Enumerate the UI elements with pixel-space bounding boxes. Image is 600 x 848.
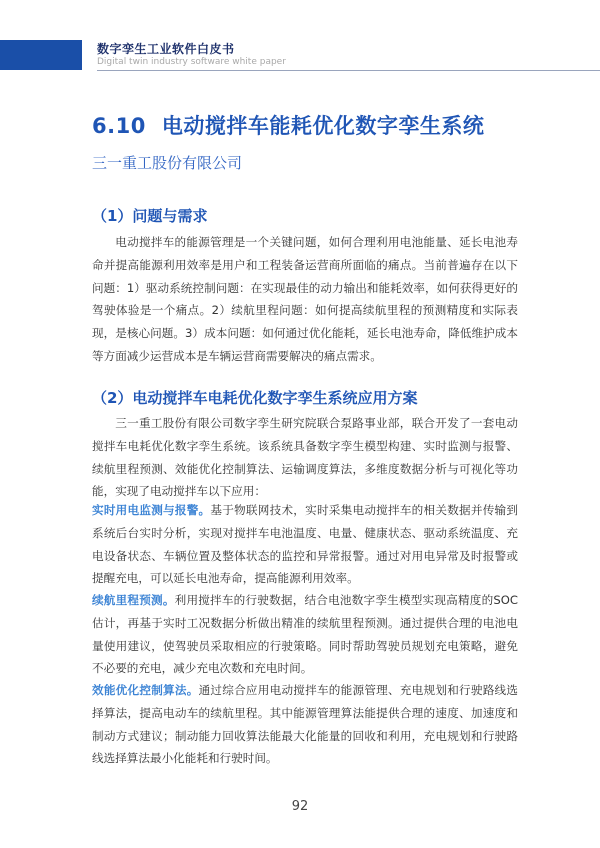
- feature-paragraph: [92, 679, 518, 770]
- section-title: [92, 110, 484, 140]
- part2-intro-paragraph: [92, 412, 518, 503]
- part2-heading: （2）电动搅拌车电耗优化数字孪生系统应用方案: [92, 389, 418, 407]
- feature-paragraph: [92, 499, 518, 590]
- part1-paragraph: [92, 231, 518, 368]
- feature-text: 通过综合应用电动搅拌车的能源管理、充电规划和行驶路线选择算法，提高电动车的续航里程。其中能源管理算法能提供合理的速度、加速度和制动方式建议；制动能力回收算法能最大化能量的回收和利用，充电规划和行驶路线选择算法最小化能耗和行驶时间。: [92, 683, 518, 766]
- section-title-text: 电动搅拌车能耗优化数字孪生系统: [161, 114, 485, 138]
- feature-label: 续航里程预测。: [92, 593, 175, 607]
- page-number: 92: [291, 799, 309, 814]
- part1-heading: （1）问题与需求: [92, 207, 208, 225]
- header-title: 数字孪生工业软件白皮书: [97, 42, 235, 56]
- part1-body: 电动搅拌车的能源管理是一个关键问题，如何合理利用电池能量、延长电池寿命并提高能源利用效率是用户和工程装备运营商所面临的痛点。当前普遍存在以下问题：1）驱动系统控制问题：在实现最佳的动力输出和能耗效率，如何获得更好的驾驶体验是一个痛点。2）续航里程问题：如何提高续航里程的预测精度和实际表现，是核心问题。3）成本问题：如何通过优化能耗，延长电池寿命，降低维护成本等方面减少运营成本是车辆运营商需要解决的痛点需求。: [92, 235, 518, 363]
- feature-text: 基于物联网技术，实时采集电动搅拌车的相关数据并传输到系统后台实时分析，实现对搅拌车电池温度、电量、健康状态、驱动系统温度、充电设备状态、车辆位置及整体状态的监控和异常报警。通过对用电异常及时报警或提醒充电，可以延长电池寿命，提高能源利用效率。: [92, 503, 518, 586]
- feature-text: 利用搅拌车的行驶数据，结合电池数字孪生模型实现高精度的SOC估计，再基于实时工况数据分析做出精准的续航里程预测。通过提供合理的电池电量使用建议，使驾驶员采取相应的行驶策略。同时帮助驾驶员规划充电策略，避免不必要的充电，减少充电次数和充电时间。: [92, 593, 518, 676]
- header-divider: [97, 70, 600, 71]
- feature-paragraph: [92, 589, 518, 680]
- feature-label: 效能优化控制算法。: [92, 683, 199, 697]
- section-number: 6.10: [92, 114, 146, 138]
- company-name: 三一重工股份有限公司: [92, 154, 243, 172]
- part2-intro: 三一重工股份有限公司数字孪生研究院联合泵路事业部，联合开发了一套电动搅拌车电耗优化数字孪生系统。该系统具备数字孪生模型构建、实时监测与报警、续航里程预测、效能优化控制算法、运输调度算法，多维度数据分析与可视化等功能，实现了电动搅拌车以下应用：: [92, 416, 518, 499]
- header-color-block: [0, 40, 82, 70]
- feature-label: 实时用电监测与报警。: [92, 503, 211, 517]
- header-subtitle: Digital twin industry software white paper: [97, 57, 286, 67]
